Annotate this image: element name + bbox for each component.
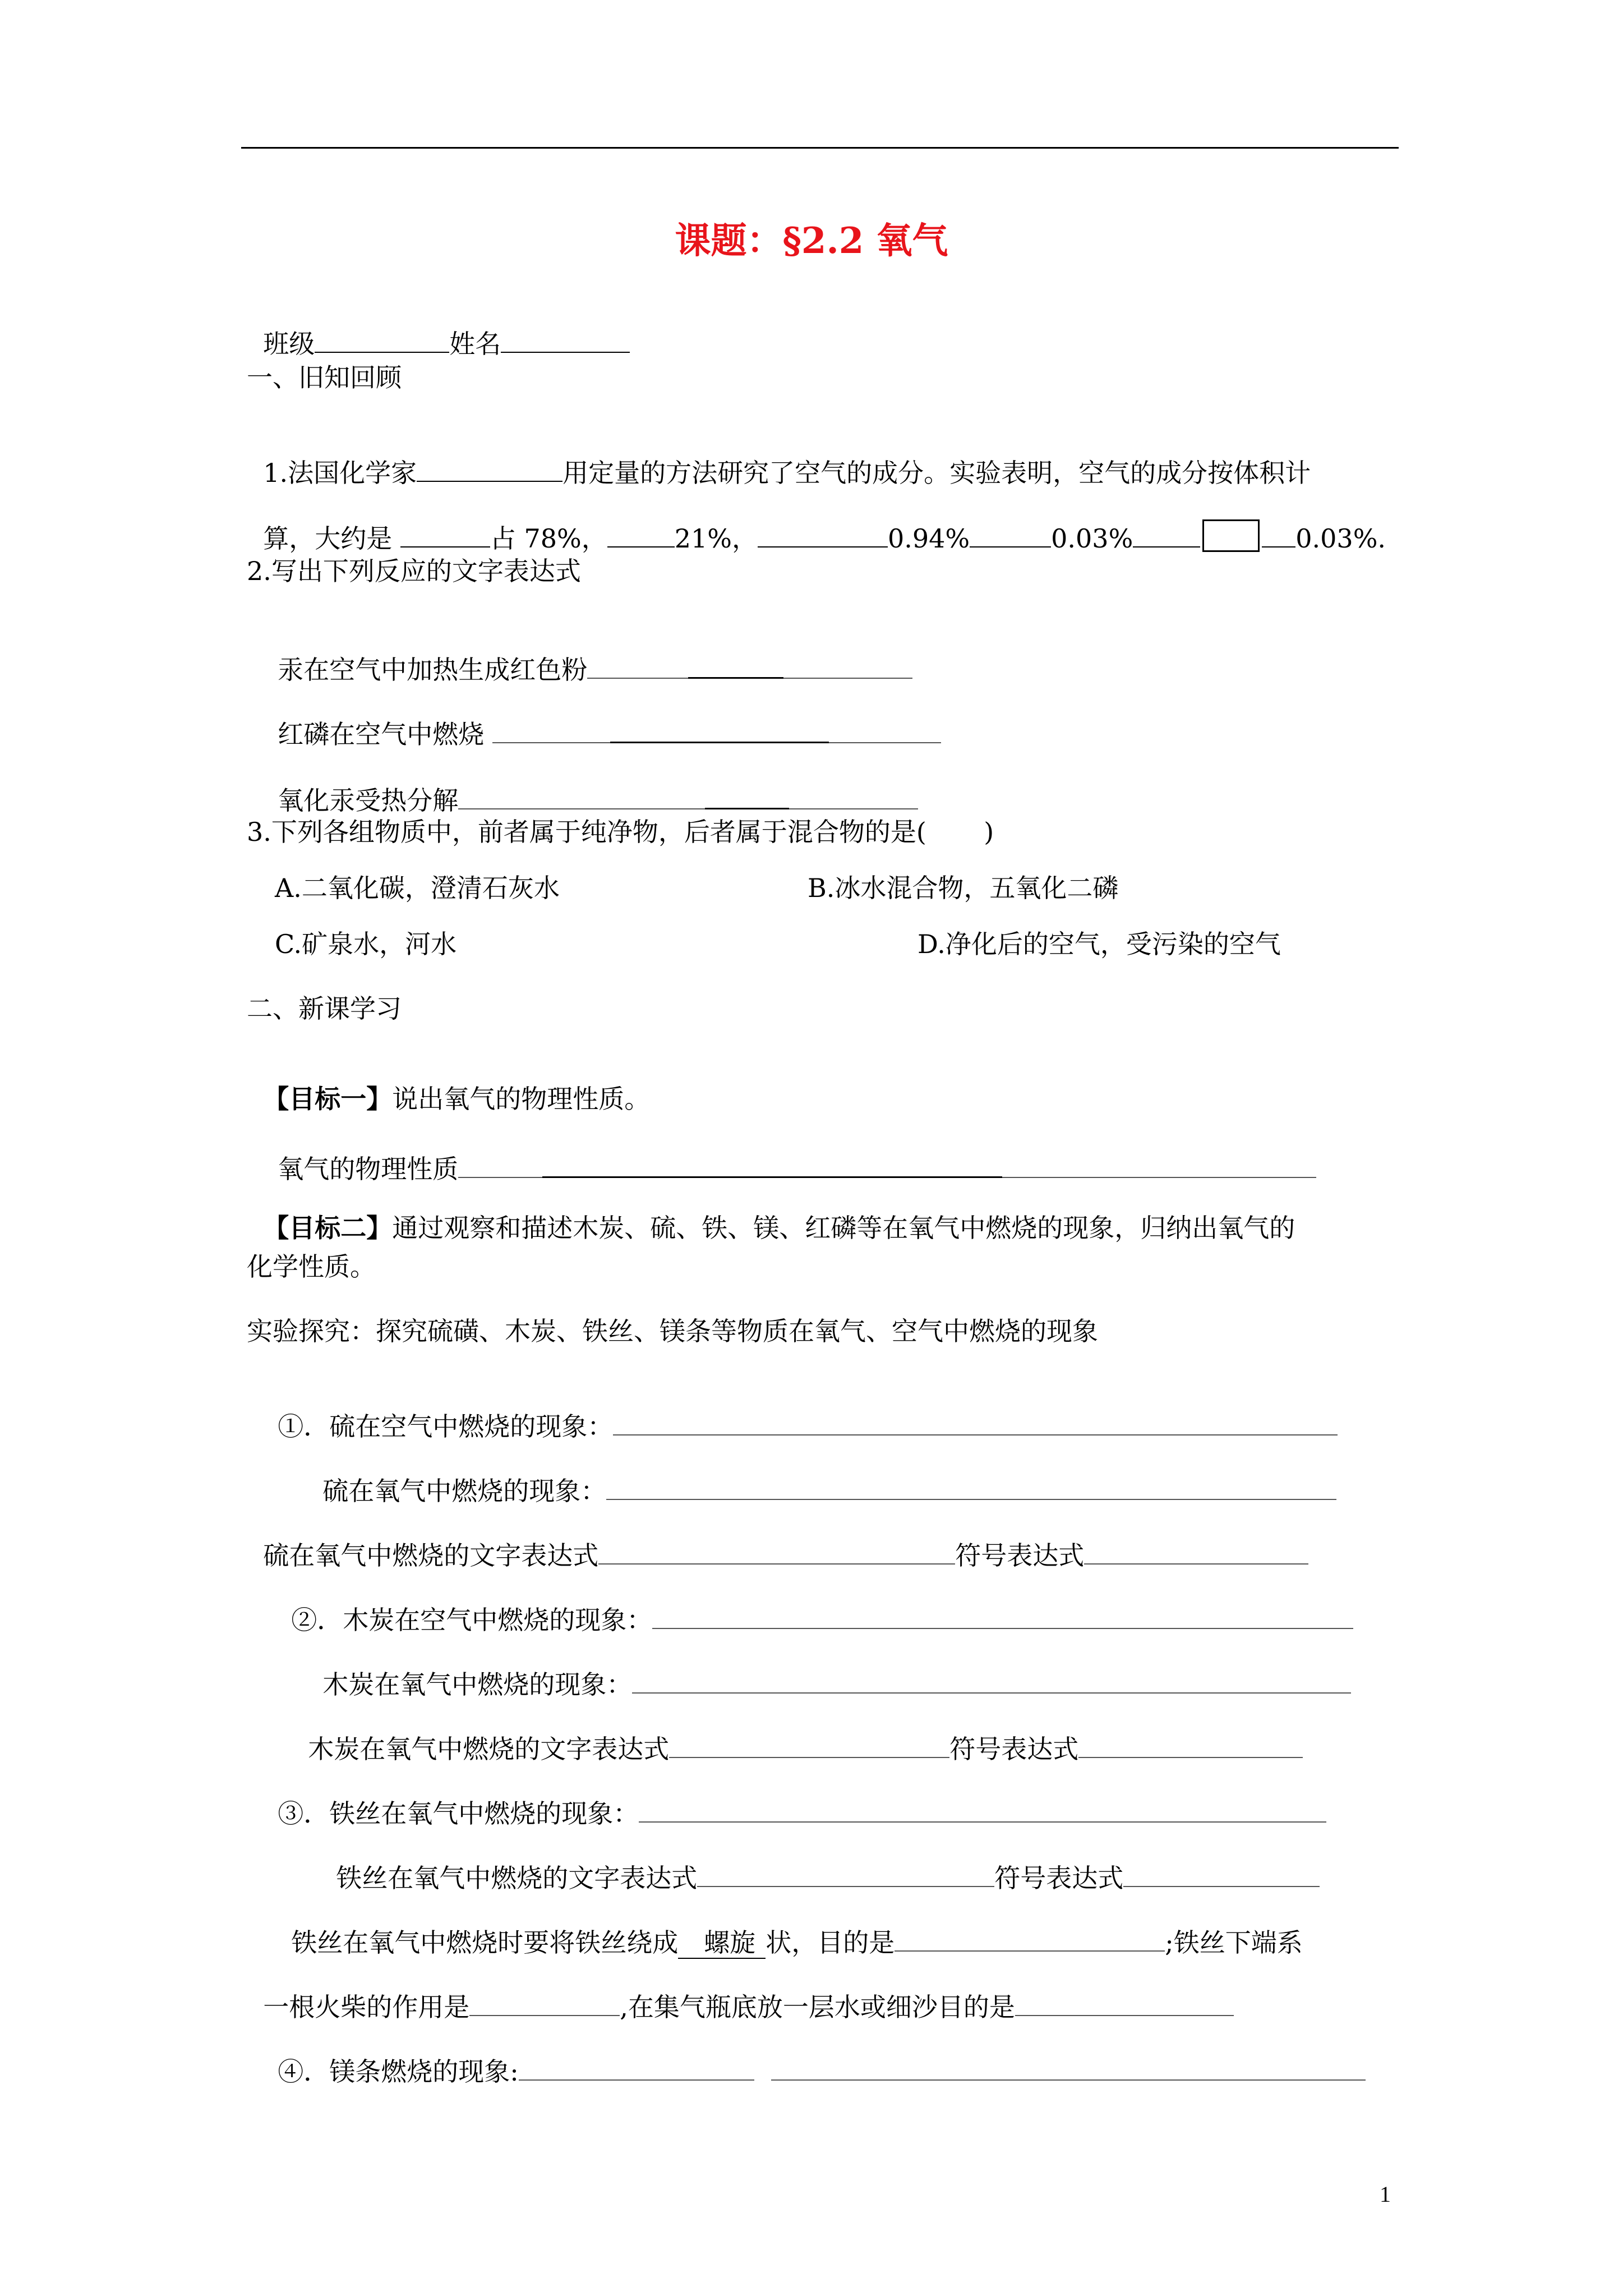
s1b-text: 硫在氧气中燃烧的现象： bbox=[322, 1476, 607, 1506]
oxygen-physical-blank-1[interactable] bbox=[458, 1151, 542, 1178]
s3d-text-c: ;铁丝下端系 bbox=[1165, 1927, 1303, 1958]
s3c-text: 铁丝在氧气中燃烧的文字表达式 bbox=[336, 1863, 698, 1893]
q1-p78: 占 78%， bbox=[490, 523, 607, 554]
s3a-text: ③．铁丝在氧气中燃烧的现象： bbox=[278, 1798, 639, 1829]
q1-blank-003c[interactable] bbox=[1262, 521, 1295, 547]
s2b-text: 木炭在氧气中燃烧的现象： bbox=[322, 1669, 633, 1700]
name-blank[interactable] bbox=[501, 326, 630, 353]
s3d-line bbox=[275, 1899, 1303, 1958]
s2b-blank[interactable] bbox=[632, 1667, 1351, 1694]
spiral-answer: 螺旋 bbox=[678, 1927, 766, 1959]
s3e-line bbox=[247, 1963, 1234, 2020]
q1-text-b: 用定量的方法研究了空气的成分。实验表明，空气的成分按体积计 bbox=[562, 458, 1311, 488]
goal1-text: 说出氧气的物理性质。 bbox=[392, 1084, 651, 1114]
name-label: 姓名 bbox=[449, 329, 501, 359]
goal2-label: 【目标二】 bbox=[263, 1213, 393, 1243]
goal2-line1 bbox=[247, 1189, 1295, 1241]
q3-option-a[interactable]: A.二氧化碳，澄清石灰水 bbox=[275, 873, 560, 903]
s2c-line bbox=[292, 1705, 1303, 1762]
q1-line1 bbox=[247, 429, 1311, 486]
q1-text-c: 算，大约是 bbox=[263, 523, 400, 554]
q3-option-b[interactable]: B.冰水混合物，五氧化二磷 bbox=[808, 873, 1119, 903]
q2a-text: 汞在空气中加热生成红色粉 bbox=[278, 655, 588, 685]
q2a-blank-1[interactable] bbox=[587, 652, 688, 679]
oxygen-physical-blank-2[interactable] bbox=[542, 1151, 1002, 1178]
oxygen-physical-blank-3[interactable] bbox=[1002, 1151, 1316, 1178]
q2a-line bbox=[261, 625, 912, 683]
page-number: 1 bbox=[1380, 2182, 1391, 2207]
q2b-blank-2[interactable] bbox=[610, 716, 829, 743]
s3c-blank[interactable] bbox=[697, 1860, 994, 1887]
section2-heading: 二、新课学习 bbox=[247, 993, 402, 1024]
q1-answer-box[interactable] bbox=[1202, 519, 1260, 552]
s1a-text: ①．硫在空气中燃烧的现象： bbox=[278, 1411, 614, 1442]
class-name-line bbox=[247, 300, 630, 357]
s3d-text-b: 状，目的是 bbox=[766, 1927, 895, 1958]
q1-p094: 0.94% bbox=[888, 523, 970, 554]
q2c-text: 氧化汞受热分解 bbox=[278, 785, 459, 816]
q2a-blank-3[interactable] bbox=[783, 652, 912, 679]
goal2-line2: 化学性质。 bbox=[247, 1251, 376, 1282]
q2-heading: 2.写出下列反应的文字表达式 bbox=[247, 556, 581, 586]
s1a-blank[interactable] bbox=[613, 1409, 1338, 1435]
experiment-line: 实验探究：探究硫磺、木炭、铁丝、镁条等物质在氧气、空气中燃烧的现象 bbox=[247, 1316, 1098, 1346]
goal1-label: 【目标一】 bbox=[263, 1084, 393, 1114]
q2b-line bbox=[261, 690, 941, 747]
s3a-line bbox=[261, 1770, 1326, 1829]
s1b-blank[interactable] bbox=[606, 1473, 1336, 1500]
q1-line2 bbox=[247, 494, 1386, 552]
s4a-blank-2[interactable] bbox=[653, 2054, 754, 2081]
q2b-blank-1[interactable] bbox=[492, 716, 610, 743]
q2c-blank-2[interactable] bbox=[705, 782, 789, 809]
s1-symbol-blank[interactable] bbox=[1084, 1538, 1308, 1565]
s3e-text-b: ,在集气瓶底放一层水或细沙目的是 bbox=[620, 1992, 1015, 2022]
q2a-blank-2[interactable] bbox=[688, 651, 783, 679]
s1c-text: 硫在氧气中燃烧的文字表达式 bbox=[263, 1540, 599, 1571]
header-rule bbox=[241, 147, 1399, 149]
s3a-blank[interactable] bbox=[639, 1796, 1326, 1823]
s3e-match-blank[interactable] bbox=[469, 1989, 620, 2016]
s3-symbol-blank[interactable] bbox=[1123, 1860, 1320, 1887]
q1-p003b: 0.03%. bbox=[1295, 523, 1386, 554]
oxygen-physical-label: 氧气的物理性质 bbox=[278, 1154, 459, 1184]
class-blank[interactable] bbox=[315, 326, 449, 353]
q3-heading: 3.下列各组物质中，前者属于纯净物，后者属于混合物的是( ) bbox=[247, 817, 994, 847]
page-title: 课题：§2.2 氧气 bbox=[675, 220, 948, 262]
section1-heading: 一、旧知回顾 bbox=[247, 362, 402, 393]
q3-option-d[interactable]: D.净化后的空气，受污染的空气 bbox=[917, 929, 1281, 959]
s2a-line bbox=[275, 1576, 1353, 1633]
q2b-text: 红磷在空气中燃烧 bbox=[278, 719, 492, 749]
s4a-line bbox=[261, 2028, 1366, 2085]
s2-symbol-blank[interactable] bbox=[1078, 1731, 1303, 1758]
s4a-blank-1[interactable] bbox=[519, 2054, 653, 2081]
q1-blank-21[interactable] bbox=[607, 521, 675, 547]
s1a-line bbox=[261, 1383, 1338, 1442]
class-label: 班级 bbox=[263, 329, 315, 359]
s2b-line bbox=[306, 1641, 1351, 1700]
s3e-water-blank[interactable] bbox=[1015, 1989, 1234, 2016]
s3c-line bbox=[320, 1834, 1320, 1891]
q2c-blank-1[interactable] bbox=[458, 783, 705, 809]
oxygen-physical-line bbox=[261, 1125, 1316, 1182]
q2c-blank-3[interactable] bbox=[789, 783, 918, 809]
s4a-blank-3[interactable] bbox=[771, 2054, 1366, 2081]
s3-symbol-label: 符号表达式 bbox=[994, 1863, 1124, 1893]
q3-option-c[interactable]: C.矿泉水，河水 bbox=[275, 929, 457, 959]
q1-p21: 21%， bbox=[674, 523, 758, 554]
s2c-text: 木炭在氧气中燃烧的文字表达式 bbox=[308, 1734, 670, 1764]
s2c-blank[interactable] bbox=[669, 1731, 949, 1758]
s1-symbol-label: 符号表达式 bbox=[955, 1540, 1085, 1571]
q1-blank-78[interactable] bbox=[400, 521, 490, 547]
goal2-text: 通过观察和描述木炭、硫、铁、镁、红磷等在氧气中燃烧的现象，归纳出氧气的 bbox=[392, 1213, 1295, 1243]
s2-symbol-label: 符号表达式 bbox=[949, 1734, 1079, 1764]
q1-p003a: 0.03% bbox=[1051, 523, 1133, 554]
s1c-line bbox=[247, 1512, 1308, 1571]
s2a-blank[interactable] bbox=[652, 1602, 1353, 1629]
q1-chemist-blank[interactable] bbox=[417, 455, 562, 482]
s3d-text-a: 铁丝在氧气中燃烧时要将铁丝绕成 bbox=[291, 1927, 679, 1958]
s1b-line bbox=[306, 1447, 1336, 1504]
s2a-text: ②．木炭在空气中燃烧的现象： bbox=[291, 1605, 653, 1635]
goal1-line bbox=[247, 1060, 650, 1112]
s1c-blank[interactable] bbox=[598, 1538, 955, 1565]
q2c-line bbox=[261, 756, 918, 816]
q2b-blank-3[interactable] bbox=[829, 716, 941, 743]
q1-blank-003b[interactable] bbox=[1133, 521, 1200, 547]
q1-blank-003a[interactable] bbox=[970, 521, 1051, 547]
s3d-purpose-blank[interactable] bbox=[895, 1925, 1165, 1952]
q1-text-a: 1.法国化学家 bbox=[263, 458, 417, 488]
q1-blank-094[interactable] bbox=[758, 521, 888, 547]
s4a-text: ④．镁条燃烧的现象: bbox=[278, 2056, 519, 2087]
s3e-text-a: 一根火柴的作用是 bbox=[263, 1992, 470, 2022]
